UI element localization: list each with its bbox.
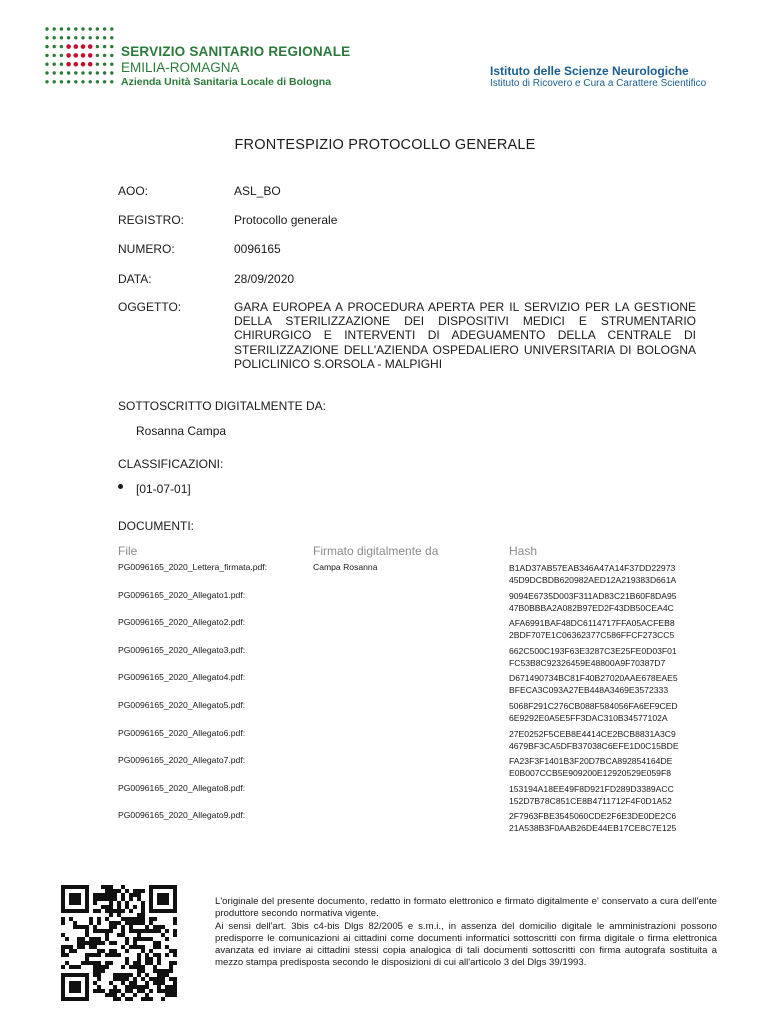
logo-dot [53, 54, 56, 57]
file-hash [509, 617, 675, 641]
logo-dot [66, 44, 71, 49]
logo-dot [81, 71, 84, 74]
hash-line-1: 9094E6735D003F311AD83C21B60F8DA95 [509, 590, 677, 601]
logo-dot [53, 71, 56, 74]
logo-dot [60, 80, 63, 83]
hash-line-1: FA23F3F1401B3F20D7BCA892854164DE [509, 756, 673, 767]
logo-dot [110, 45, 113, 48]
logo-dot [74, 53, 79, 58]
logo-dot [45, 63, 48, 66]
logo-dot [110, 54, 113, 57]
logo-dot [103, 54, 106, 57]
logo-dot [53, 80, 56, 83]
oggetto-label: OGGETTO: [118, 300, 182, 314]
hash-line-2: BFECA3C093A27EB448A3469E3572333 [509, 685, 669, 696]
hash-line-2: 152D7B78C851CE8B4711712F4F0D1A52 [509, 795, 672, 806]
file-hash [509, 728, 679, 752]
logo-dot [81, 36, 84, 39]
logo-dot [67, 27, 70, 30]
logo-dot [81, 80, 84, 83]
logo-dot [74, 62, 79, 67]
file-name: PG0096165_2020_Allegato4.pdf: [118, 672, 246, 683]
logo-dot [110, 27, 113, 30]
data-value: 28/09/2020 [234, 272, 295, 286]
file-name: PG0096165_2020_Allegato6.pdf: [118, 727, 246, 738]
hash-line-1: 153194A18EE49F8D921FD289D3389ACC [509, 783, 674, 794]
ausl-name: SERVIZIO SANITARIO REGIONALE [121, 44, 351, 59]
logo-dot [81, 53, 86, 58]
table-row [118, 617, 718, 645]
hash-line-2: FC53B8C92326459E48800A9F70387D7 [509, 657, 666, 668]
logo-dot [45, 54, 48, 57]
logo-dot [74, 71, 77, 74]
logo-dot [96, 80, 99, 83]
logo-dot [74, 80, 77, 83]
aoo-value: ASL_BO [234, 184, 281, 198]
logo-dot [96, 63, 99, 66]
file-name: PG0096165_2020_Allegato3.pdf: [118, 644, 246, 655]
file-hash [509, 810, 676, 834]
documents-heading: DOCUMENTI: [118, 519, 194, 533]
file-name: PG0096165_2020_Allegato8.pdf: [118, 782, 246, 793]
ausl-local-name: Azienda Unità Sanitaria Locale di Bologna [121, 76, 332, 88]
logo-dot [96, 54, 99, 57]
logo-dot [67, 71, 70, 74]
logo-dot [74, 44, 79, 49]
ausl-logo-icon [44, 26, 116, 86]
qr-code-icon [61, 885, 177, 1001]
table-row [118, 755, 718, 783]
file-hash [509, 590, 677, 614]
logo-dot [110, 36, 113, 39]
aoo-label: AOO: [118, 184, 149, 198]
column-header-signer: Firmato digitalmente da [313, 544, 439, 558]
file-name: PG0096165_2020_Allegato1.pdf: [118, 589, 246, 600]
logo-dot [88, 44, 93, 49]
institute-title: Istituto delle Scienze Neurologiche [490, 64, 689, 78]
column-header-hash: Hash [509, 544, 538, 558]
column-header-file: File [118, 544, 138, 558]
table-row [118, 700, 718, 728]
logo-dot [45, 36, 48, 39]
file-name: PG0096165_2020_Lettera_firmata.pdf: [118, 562, 268, 572]
logo-dot [53, 45, 56, 48]
logo-dot [60, 27, 63, 30]
logo-dot [45, 27, 48, 30]
logo-dot [89, 80, 92, 83]
logo-dot [81, 27, 84, 30]
logo-dot [110, 63, 113, 66]
logo-dot [60, 63, 63, 66]
ausl-region: EMILIA-ROMAGNA [121, 60, 240, 75]
hash-line-2: 6E9292E0A5E5FF3DAC310B34577102A [509, 712, 668, 723]
table-row [118, 562, 718, 590]
logo-dot [60, 71, 63, 74]
logo-dot [88, 62, 93, 67]
hash-line-1: AFA6991BAF48DC6114717FFA05ACFEB8 [509, 618, 675, 629]
logo-dot [103, 63, 106, 66]
classification-item: [01-07-01] [136, 482, 191, 496]
file-hash [509, 562, 676, 586]
file-name: PG0096165_2020_Allegato5.pdf: [118, 699, 246, 710]
data-label: DATA: [118, 272, 152, 286]
logo-dot [45, 45, 48, 48]
hash-line-2: 21A538B3F0AAB26DE44EB17CE8C7E125 [509, 823, 677, 834]
numero-label: NUMERO: [118, 242, 175, 256]
logo-dot [66, 53, 71, 58]
logo-dot [96, 36, 99, 39]
hash-line-2: 47B0BBBA2A082B97ED2F43DB50CEA4C [509, 602, 674, 613]
logo-dot [110, 71, 113, 74]
file-name: PG0096165_2020_Allegato7.pdf: [118, 755, 246, 766]
hash-line-2: E0B007CCB5E909200E12920529E059F8 [509, 768, 671, 779]
logo-dot [103, 36, 106, 39]
logo-dot [53, 63, 56, 66]
logo-dot [96, 27, 99, 30]
file-signer: Campa Rosanna [313, 562, 378, 572]
hash-line-2: 4679BF3CA5DFB37038C6EFE1D0C15BDE [509, 740, 679, 751]
file-hash [509, 783, 674, 807]
registro-value: Protocollo generale [234, 213, 338, 227]
bullet-icon [118, 484, 123, 489]
file-hash [509, 700, 678, 724]
logo-dot [53, 27, 56, 30]
logo-dot [81, 44, 86, 49]
hash-line-2: 45D9DCBDB620982AED12A219383D661A [509, 575, 677, 585]
logo-dot [60, 54, 63, 57]
signer-name: Rosanna Campa [136, 424, 227, 438]
documents-table [118, 562, 718, 838]
file-hash [509, 672, 678, 696]
hash-line-1: B1AD37AB57EAB346A47A14F37DD22973 [509, 563, 676, 573]
legal-note-paragraph-2: Ai sensi dell'art. 3bis c4-bis Dlgs 82/2005 e s.m.i., in assenza del domicilio digitale le amministrazioni possono predisporre le comunicazioni ai cittadini come documenti informatici sottoscritti con firma digitale o firma elettronica avanzata ed inviare ai cittadini stessi copia analogica di tali documenti sottoscritti con firma autografa sostituita a mezzo stampa predisposta secondo le disposizioni di cui all'articolo 3 del Dlgs 39/1993. [215, 920, 717, 969]
logo-dot [89, 27, 92, 30]
file-hash [509, 755, 672, 779]
file-name: PG0096165_2020_Allegato2.pdf: [118, 617, 246, 628]
logo-dot [74, 27, 77, 30]
logo-dot [81, 62, 86, 67]
registro-label: REGISTRO: [118, 213, 185, 227]
logo-dot [45, 80, 48, 83]
logo-dot [103, 71, 106, 74]
logo-dot [89, 71, 92, 74]
hash-line-1: 662C500C193F63E3287C3E25FE0D03F01 [509, 645, 677, 656]
hash-line-1: 27E0252F5CEB8E4414CE2BCB8831A3C9 [509, 728, 676, 739]
numero-value: 0096165 [234, 242, 281, 256]
oggetto-value: GARA EUROPEA A PROCEDURA APERTA PER IL SERVIZIO PER LA GESTIONE DELLA STERILIZZAZIONE DEI DISPOSITIVI MEDICI E STRUMENTARIO CHIRURGICO E INTERVENTI DI ADEGUAMENTO DELLA CENTRALE DI STERILIZZAZIONE DELL'AZIENDA OSPEDALIERO UNIVERSITARIA DI BOLOGNA POLICLINICO S.ORSOLA - MALPIGHI [234, 300, 696, 371]
table-row [118, 590, 718, 618]
logo-dot [53, 36, 56, 39]
logo-dot [103, 45, 106, 48]
logo-dot [67, 36, 70, 39]
logo-dot [45, 71, 48, 74]
logo-dot [60, 36, 63, 39]
logo-dot [60, 45, 63, 48]
logo-dot [110, 80, 113, 83]
logo-dot [96, 45, 99, 48]
logo-dot [67, 80, 70, 83]
document-title: FRONTESPIZIO PROTOCOLLO GENERALE [234, 137, 536, 153]
signed-heading: SOTTOSCRITTO DIGITALMENTE DA: [118, 399, 327, 413]
hash-line-1: 5068F291C276CB088F584056FA6EF9CED [509, 700, 678, 711]
table-row [118, 810, 718, 838]
logo-dot [88, 53, 93, 58]
hash-line-2: 2BDF707E1C06362377C586FFCF273CC5 [509, 630, 675, 641]
file-hash [509, 645, 677, 669]
classifications-heading: CLASSIFICAZIONI: [118, 457, 224, 471]
institute-subtitle: Istituto di Ricovero e Cura a Carattere Scientifico [490, 78, 707, 89]
hash-line-1: D671490734BC81F40B27020AAE678EAE5 [509, 673, 678, 684]
logo-dot [103, 80, 106, 83]
table-row [118, 672, 718, 700]
logo-dot [103, 27, 106, 30]
file-name: PG0096165_2020_Allegato9.pdf: [118, 810, 246, 821]
logo-dot [96, 71, 99, 74]
logo-dot [74, 36, 77, 39]
table-row [118, 728, 718, 756]
legal-note [215, 896, 717, 970]
legal-note-paragraph-1: L'originale del presente documento, redatto in formato elettronico e firmato digitalmente e' conservato a cura dell'ente produttore secondo normativa vigente. [215, 896, 717, 920]
logo-dot [89, 36, 92, 39]
table-row [118, 783, 718, 811]
table-row [118, 645, 718, 673]
hash-line-1: 2F7963FBE3545060CDE2F6E3DE0DE2C6 [509, 811, 677, 822]
logo-dot [66, 62, 71, 67]
